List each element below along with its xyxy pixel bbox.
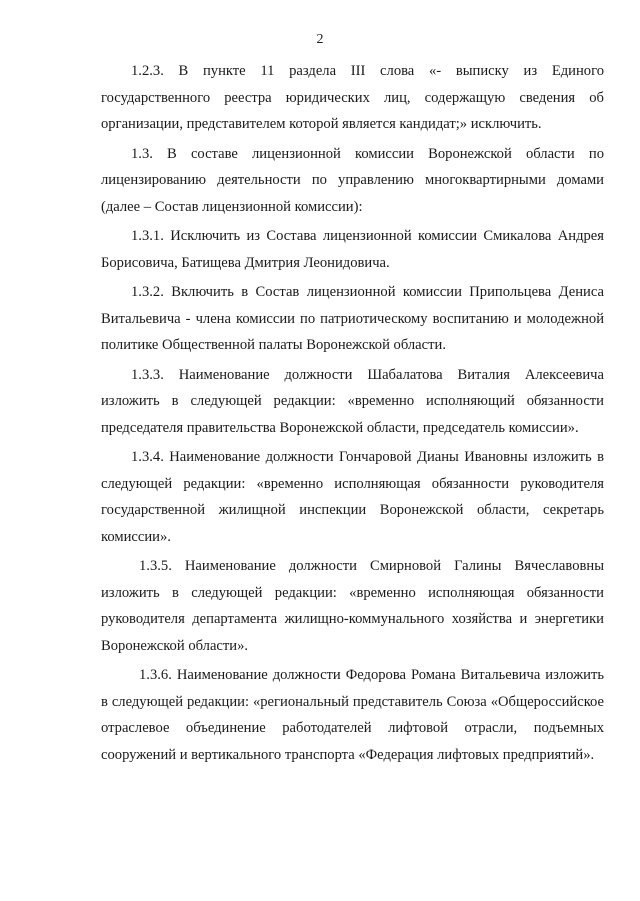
paragraph-1-3-3: 1.3.3. Наименование должности Шабалатова Виталия Алексеевича изложить в следующей редакции: «временно исполняющий обязанности председателя правительства Воронежской области, председатель комиссии».	[101, 366, 604, 436]
paragraph-1-3-2: 1.3.2. Включить в Состав лицензионной комиссии Припольцева Дениса Витальевича - члена комиссии по патриотическому воспитанию и молодежной политике Общественной палаты Воронежской области.	[101, 284, 604, 353]
paragraph-1-3: 1.3. В составе лицензионной комиссии Воронежской области по лицензированию деятельности по управлению многоквартирными домами (далее – Состав лицензионной комиссии):	[101, 145, 604, 215]
document-body	[101, 58, 604, 771]
paragraph-1-3-5: 1.3.5. Наименование должности Смирновой Галины Вячеславовны изложить в следующей редакции: «временно исполняющая обязанности руководителя департамента жилищно-коммунального хозяйства и энергетики Воронежской области».	[101, 558, 604, 654]
paragraph-1-2-3: 1.2.3. В пункте 11 раздела III слова «- выписку из Единого государственного реестра юридических лиц, содержащую сведения об организации, представителем которой является кандидат;» исключить.	[101, 63, 604, 132]
page-number: 2	[316, 32, 324, 47]
paragraph-1-3-4: 1.3.4. Наименование должности Гончаровой Дианы Ивановны изложить в следующей редакции: «временно исполняющая обязанности руководителя государственной жилищной инспекции Воронежской области, секретарь комиссии».	[101, 449, 604, 545]
paragraph-1-3-1: 1.3.1. Исключить из Состава лицензионной комиссии Смикалова Андрея Борисовича, Батищева Дмитрия Леонидовича.	[101, 228, 604, 271]
paragraph-1-3-6: 1.3.6. Наименование должности Федорова Романа Витальевича изложить в следующей редакции: «региональный представитель Союза «Общероссийское отраслевое объединение работодателей лифтовой отрасли, подъемных сооружений и вертикального транспорта «Федерация лифтовых предприятий».	[101, 667, 604, 763]
